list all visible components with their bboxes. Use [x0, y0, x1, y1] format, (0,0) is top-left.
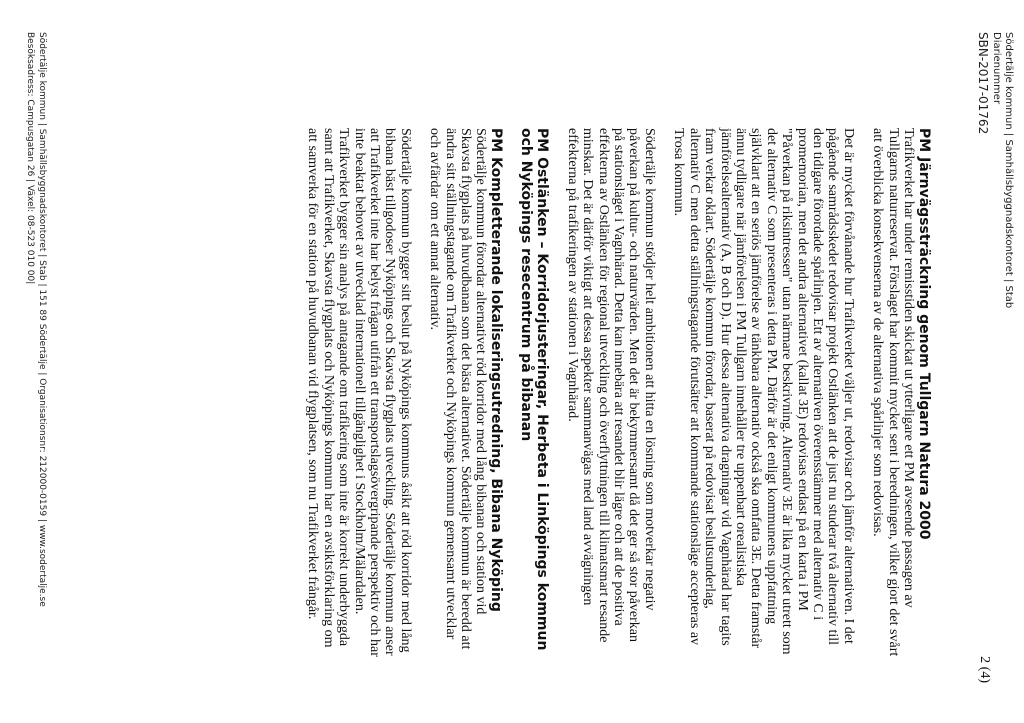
- document-body: [291, 128, 932, 658]
- page-number: 2 (4): [977, 656, 992, 683]
- section-heading-tullgarn: PM Järnvägssträckning genom Tullgarn Natura 2000: [916, 128, 932, 540]
- diarienummer-label: Diarienummer: [991, 32, 1002, 105]
- page-footer: [24, 32, 48, 607]
- footer-address-line: Södertälje kommun | Samhällsbyggnadskontoret | Stab | 151 89 Södertälje | Organisationsnr: 212000-0159 | www.sodertalje.se: [37, 32, 47, 607]
- section-heading-bibana-nykoping: PM Kompletterande lokaliseringsutredning, Bibana Nyköping: [488, 128, 505, 612]
- paragraph: Södertälje kommun förordar alternativet röd korridor med lång bibanan och station vid Skavsta flygplats på huvudbanan som det bästa alternativet. Södertälje kommun är beredd att ändra sitt ställningstagande om Trafikverket och Nyköpings kommun gemensamt utvecklar och avfärdar om ett annat alternativ.: [427, 128, 489, 650]
- page-header: [976, 32, 1014, 308]
- footer-visit-line: Besöksadress: Campusgatan 26 | Växel: 08-523 010 00|: [25, 32, 35, 285]
- paragraph: Södertälje kommun stödjer helt ambitionen att hitta en lösning som motverkar negativ påverkan på kultur- och naturvärden. Men det är bekymmersamt då det ger så stor påverkan på stationsläget i Vagnhärad. Detta kan innebära att resandet blir lägre och att de positiva effekterna av Ostlänken för regional utveckling och överflyttningen till klimatsmart resande minskar. Det är därför viktigt att dessa aspekter sammanvägas med land avvägningen effekterna på trafikeringen av stationen i Vagnhärad.: [564, 128, 657, 643]
- paragraph: Södertälje kommun bygger sitt beslut på Nyköpings kommuns åsikt att röd korridor med lång bibana bäst tillgodoser Nyköpings och Skavsta flygplats utveckling. Södertälje kommun anser att Trafikverket inte har belyst frågan utifrån ett transportslagsövergripande perspektiv och har inte beaktat behovet av utvecklad internationell tillgänglighet i Stockholm/Mälardalen. Trafikverket bygger sin analys på antagande om trafikering som inte är korrekt underbyggda samt att Trafikverket, Skavsta flygplats och Nyköpings kommun har en avsiktsförklaring om att samverka för en station på huvudbanan vid flygplatsen, som nu Trafikverket frångår.: [305, 128, 413, 657]
- diarienummer-value: SBN-2017-01762: [976, 32, 990, 135]
- paragraph: Trafikverket har under remisstiden skickat ut ytterligare ett PM avseende passagen av Tullgarns naturreservat. Förslaget har kommit mycket sent i beredningen, vilket gjort det svårt att överblicka konsekvenserna av de alternativa spårlinjer som redovisas.: [870, 128, 916, 657]
- organization-line: Södertälje kommun | Samhällsbyggnadskontoret | Stab: [1003, 32, 1014, 309]
- section-heading-korridorjusteringar: PM Ostlänken – Korridorjusteringar, Herbeta i Linköpings kommun och Nyköpings resecentrum på bibanan: [518, 128, 551, 651]
- paragraph: Det är mycket förvånande hur Trafikverket väljer ut, redovisar och jämför alternativen. I det pågående samrådsskedet redovisar projekt Ostlänken att de just nu studerar två alternativ till den tidigare förordade spårlinjen. Ett av alternativen överensstämmer med alternativ C i promemorian, men det andra alternativet (kallat 3E) redovisas endast på en karta i PM "Påverkan på riksintressen" utan närmare beskrivning. Alternativ 3E är lika mycket utrett som det alternativ C som presenteras i detta PM. Därför är det enligt kommunens uppfattning självklart att en seriös jämförelse av tänkbara alternativ också ska omfatta 3E. Detta framstår ännu tydligare när jämförelsen i PM Tullgarn innehåller tre uppenbart orealistiska jämförelsealternativ (A, B och D). Hur dessa alternativa dragningar vid Vagnhärad har tagits fram verkar oklart. Södertälje kommun förordar, baserat på redovisat beslutsunderlag, alternativ C men detta ställningstagande förutsätter att kommande stationslägе accepteras av Trosa kommun.: [671, 128, 856, 655]
